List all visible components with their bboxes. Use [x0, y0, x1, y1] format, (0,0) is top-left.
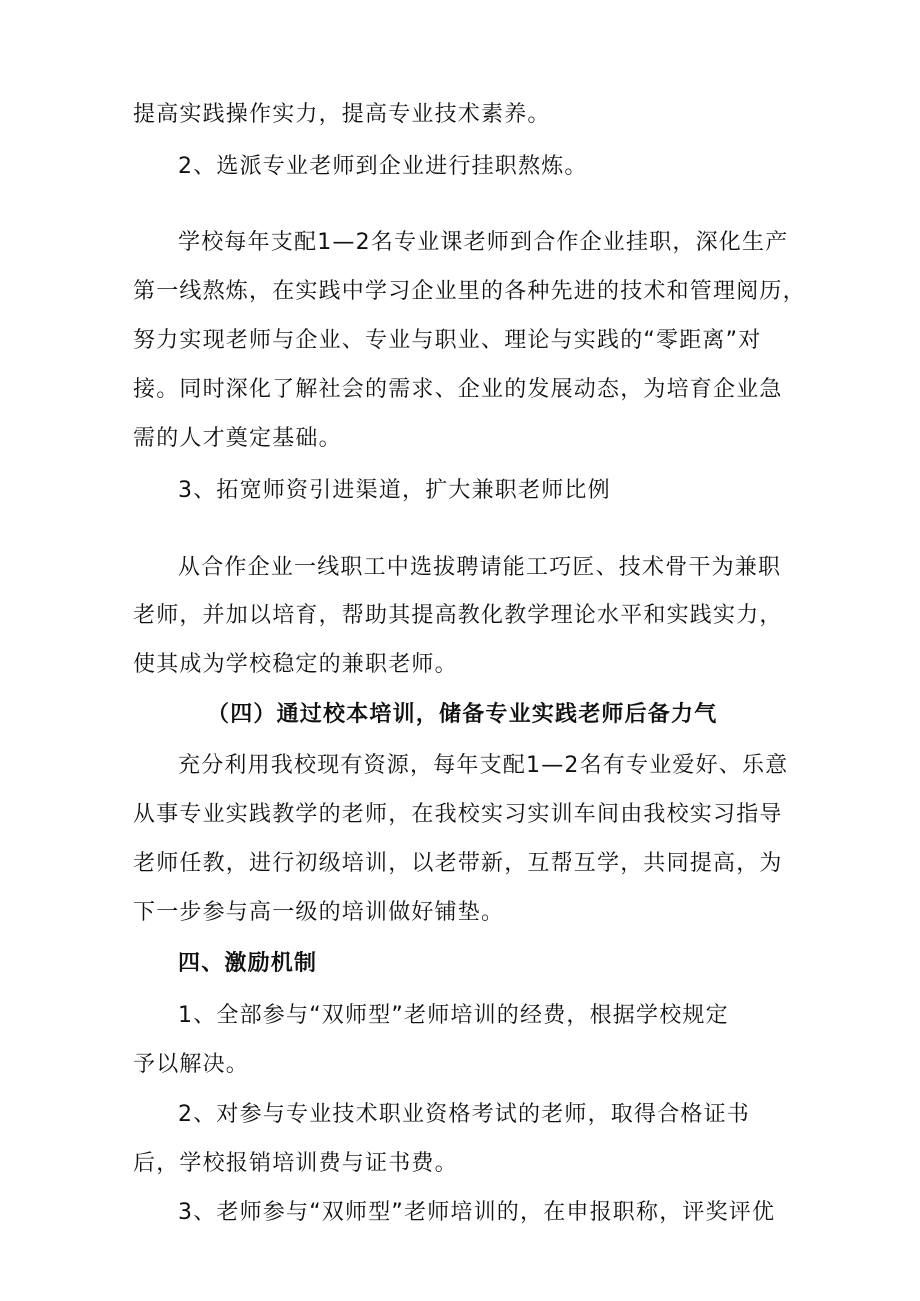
paragraph-line: 充分利用我校现有资源，每年支配1—2名有专业爱好、乐意	[178, 753, 789, 778]
paragraph-line: 需的人才奠定基础。	[133, 426, 342, 451]
paragraph-line: 学校每年支配1—2名专业课老师到合作企业挂职，深化生产	[178, 230, 789, 255]
paragraph-line: 提高实践操作实力，提高专业技术素养。	[133, 102, 551, 127]
paragraph-line: 老师，并加以培育，帮助其提高教化教学理论水平和实践实力，	[133, 603, 783, 628]
paragraph-line: 老师任教，进行初级培训，以老带新，互帮互学，共同提高，为	[133, 851, 783, 876]
list-item-1: 1、全部参与“双师型”老师培训的经费，根据学校规定	[178, 1003, 729, 1028]
paragraph-line: 使其成为学校稳定的兼职老师。	[133, 652, 458, 677]
paragraph-line: 从事专业实践教学的老师，在我校实习实训车间由我校实习指导	[133, 802, 783, 827]
list-item-3: 3、老师参与“双师型”老师培训的，在申报职称，评奖评优	[178, 1200, 776, 1225]
paragraph-line: 予以解决。	[133, 1052, 250, 1077]
paragraph-line: 从合作企业一线职工中选拔聘请能工巧匠、技术骨干为兼职	[178, 555, 782, 580]
paragraph-line: 努力实现老师与企业、专业与职业、理论与实践的“零距离”对	[133, 328, 762, 353]
paragraph-line: 第一线熬炼，在实践中学习企业里的各种先进的技术和管理阅历，	[133, 279, 806, 304]
list-item-2: 2、对参与专业技术职业资格考试的老师，取得合格证书	[178, 1102, 750, 1127]
paragraph-line: 后，学校报销培训费与证书费。	[133, 1151, 458, 1176]
section-heading: 四、激励机制	[178, 951, 318, 976]
section-heading: （四）通过校本培训，储备专业实践老师后备力气	[207, 702, 718, 727]
list-item-3: 3、拓宽师资引进渠道，扩大兼职老师比例	[178, 478, 611, 503]
paragraph-line: 下一步参与高一级的培训做好铺垫。	[133, 900, 505, 925]
list-item-2: 2、选派专业老师到企业进行挂职熬炼。	[178, 154, 588, 179]
paragraph-line: 接。同时深化了解社会的需求、企业的发展动态，为培育企业急	[133, 377, 783, 402]
